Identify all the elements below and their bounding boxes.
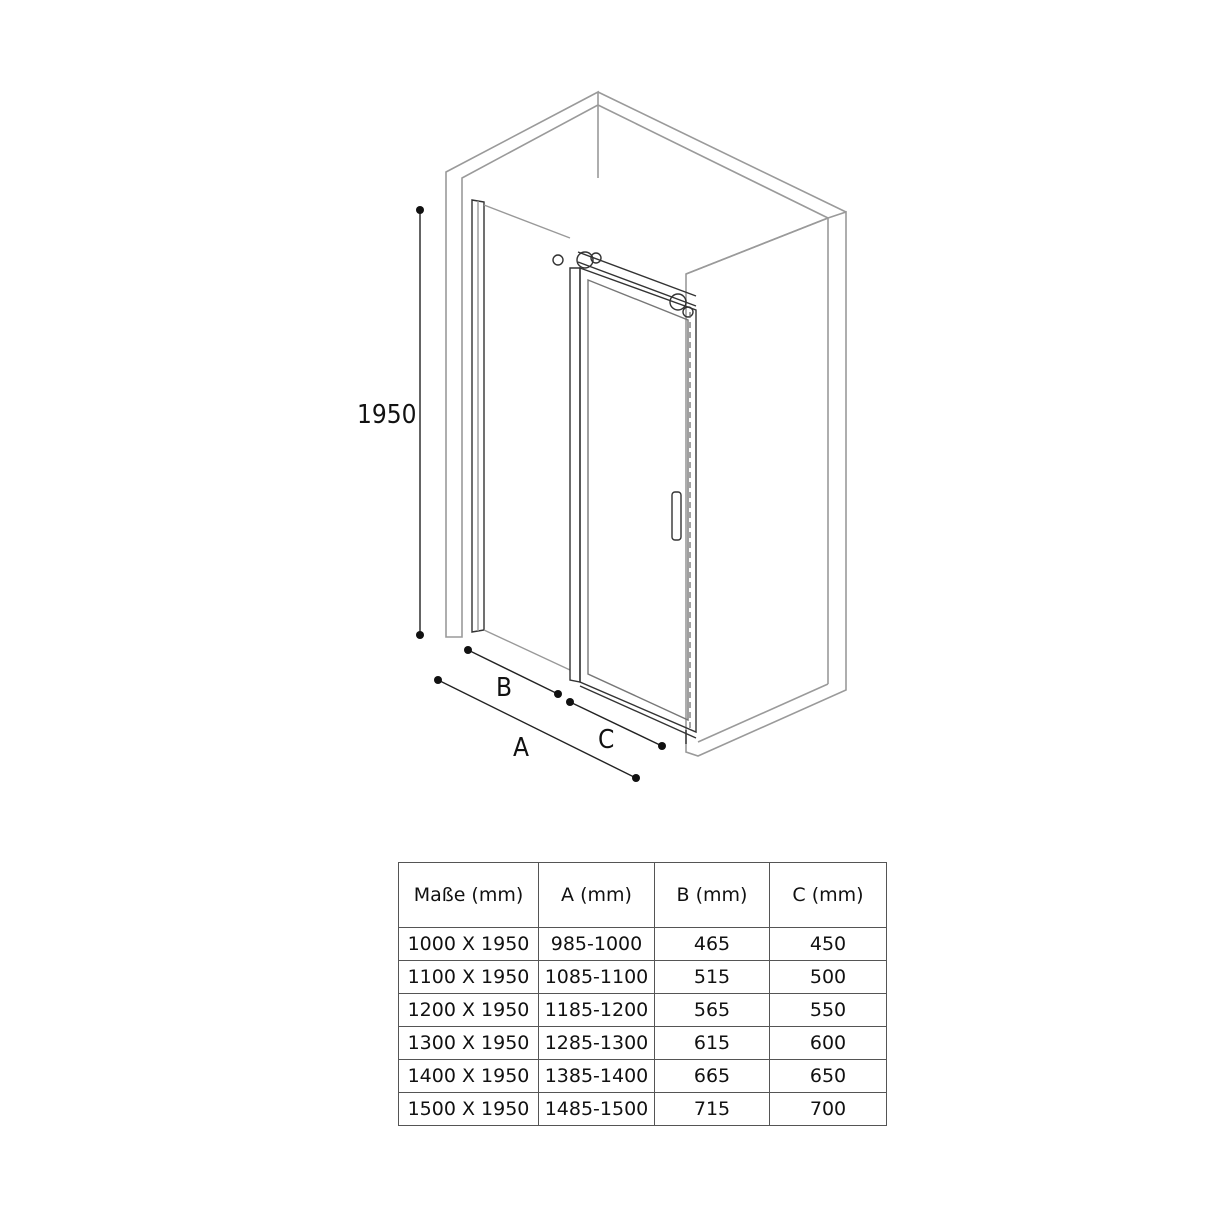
label-a: A xyxy=(513,733,529,763)
cell-size: 1000 X 1950 xyxy=(399,928,539,961)
table-row xyxy=(399,1060,887,1093)
sliding-door xyxy=(472,200,696,744)
cell-a: 1485-1500 xyxy=(539,1093,655,1126)
height-label: 1950 xyxy=(357,400,417,430)
table-row xyxy=(399,1093,887,1126)
cell-size: 1200 X 1950 xyxy=(399,994,539,1027)
cell-b: 565 xyxy=(655,994,770,1027)
header-c: C (mm) xyxy=(770,863,887,928)
cell-c: 450 xyxy=(770,928,887,961)
dimensions-table xyxy=(398,862,887,1126)
cell-size: 1100 X 1950 xyxy=(399,961,539,994)
table-header-row xyxy=(399,863,887,928)
cell-c: 500 xyxy=(770,961,887,994)
table-row xyxy=(399,1027,887,1060)
table-row xyxy=(399,961,887,994)
cell-c: 650 xyxy=(770,1060,887,1093)
cell-b: 665 xyxy=(655,1060,770,1093)
cell-a: 1285-1300 xyxy=(539,1027,655,1060)
dimension-b xyxy=(464,646,562,703)
cell-a: 1185-1200 xyxy=(539,994,655,1027)
cell-c: 700 xyxy=(770,1093,887,1126)
cell-size: 1400 X 1950 xyxy=(399,1060,539,1093)
cell-b: 515 xyxy=(655,961,770,994)
cell-size: 1300 X 1950 xyxy=(399,1027,539,1060)
cell-a: 1085-1100 xyxy=(539,961,655,994)
cell-c: 600 xyxy=(770,1027,887,1060)
cell-b: 465 xyxy=(655,928,770,961)
cell-size: 1500 X 1950 xyxy=(399,1093,539,1126)
shower-enclosure-outline xyxy=(446,92,846,756)
header-masse: Maße (mm) xyxy=(399,863,539,928)
cell-c: 550 xyxy=(770,994,887,1027)
table-row xyxy=(399,994,887,1027)
cell-a: 1385-1400 xyxy=(539,1060,655,1093)
header-a: A (mm) xyxy=(539,863,655,928)
label-b: B xyxy=(496,673,513,703)
cell-b: 615 xyxy=(655,1027,770,1060)
dimension-c xyxy=(566,698,666,755)
label-c: C xyxy=(598,725,615,755)
cell-b: 715 xyxy=(655,1093,770,1126)
cell-a: 985-1000 xyxy=(539,928,655,961)
height-dimension xyxy=(357,206,424,639)
table-row xyxy=(399,928,887,961)
header-b: B (mm) xyxy=(655,863,770,928)
